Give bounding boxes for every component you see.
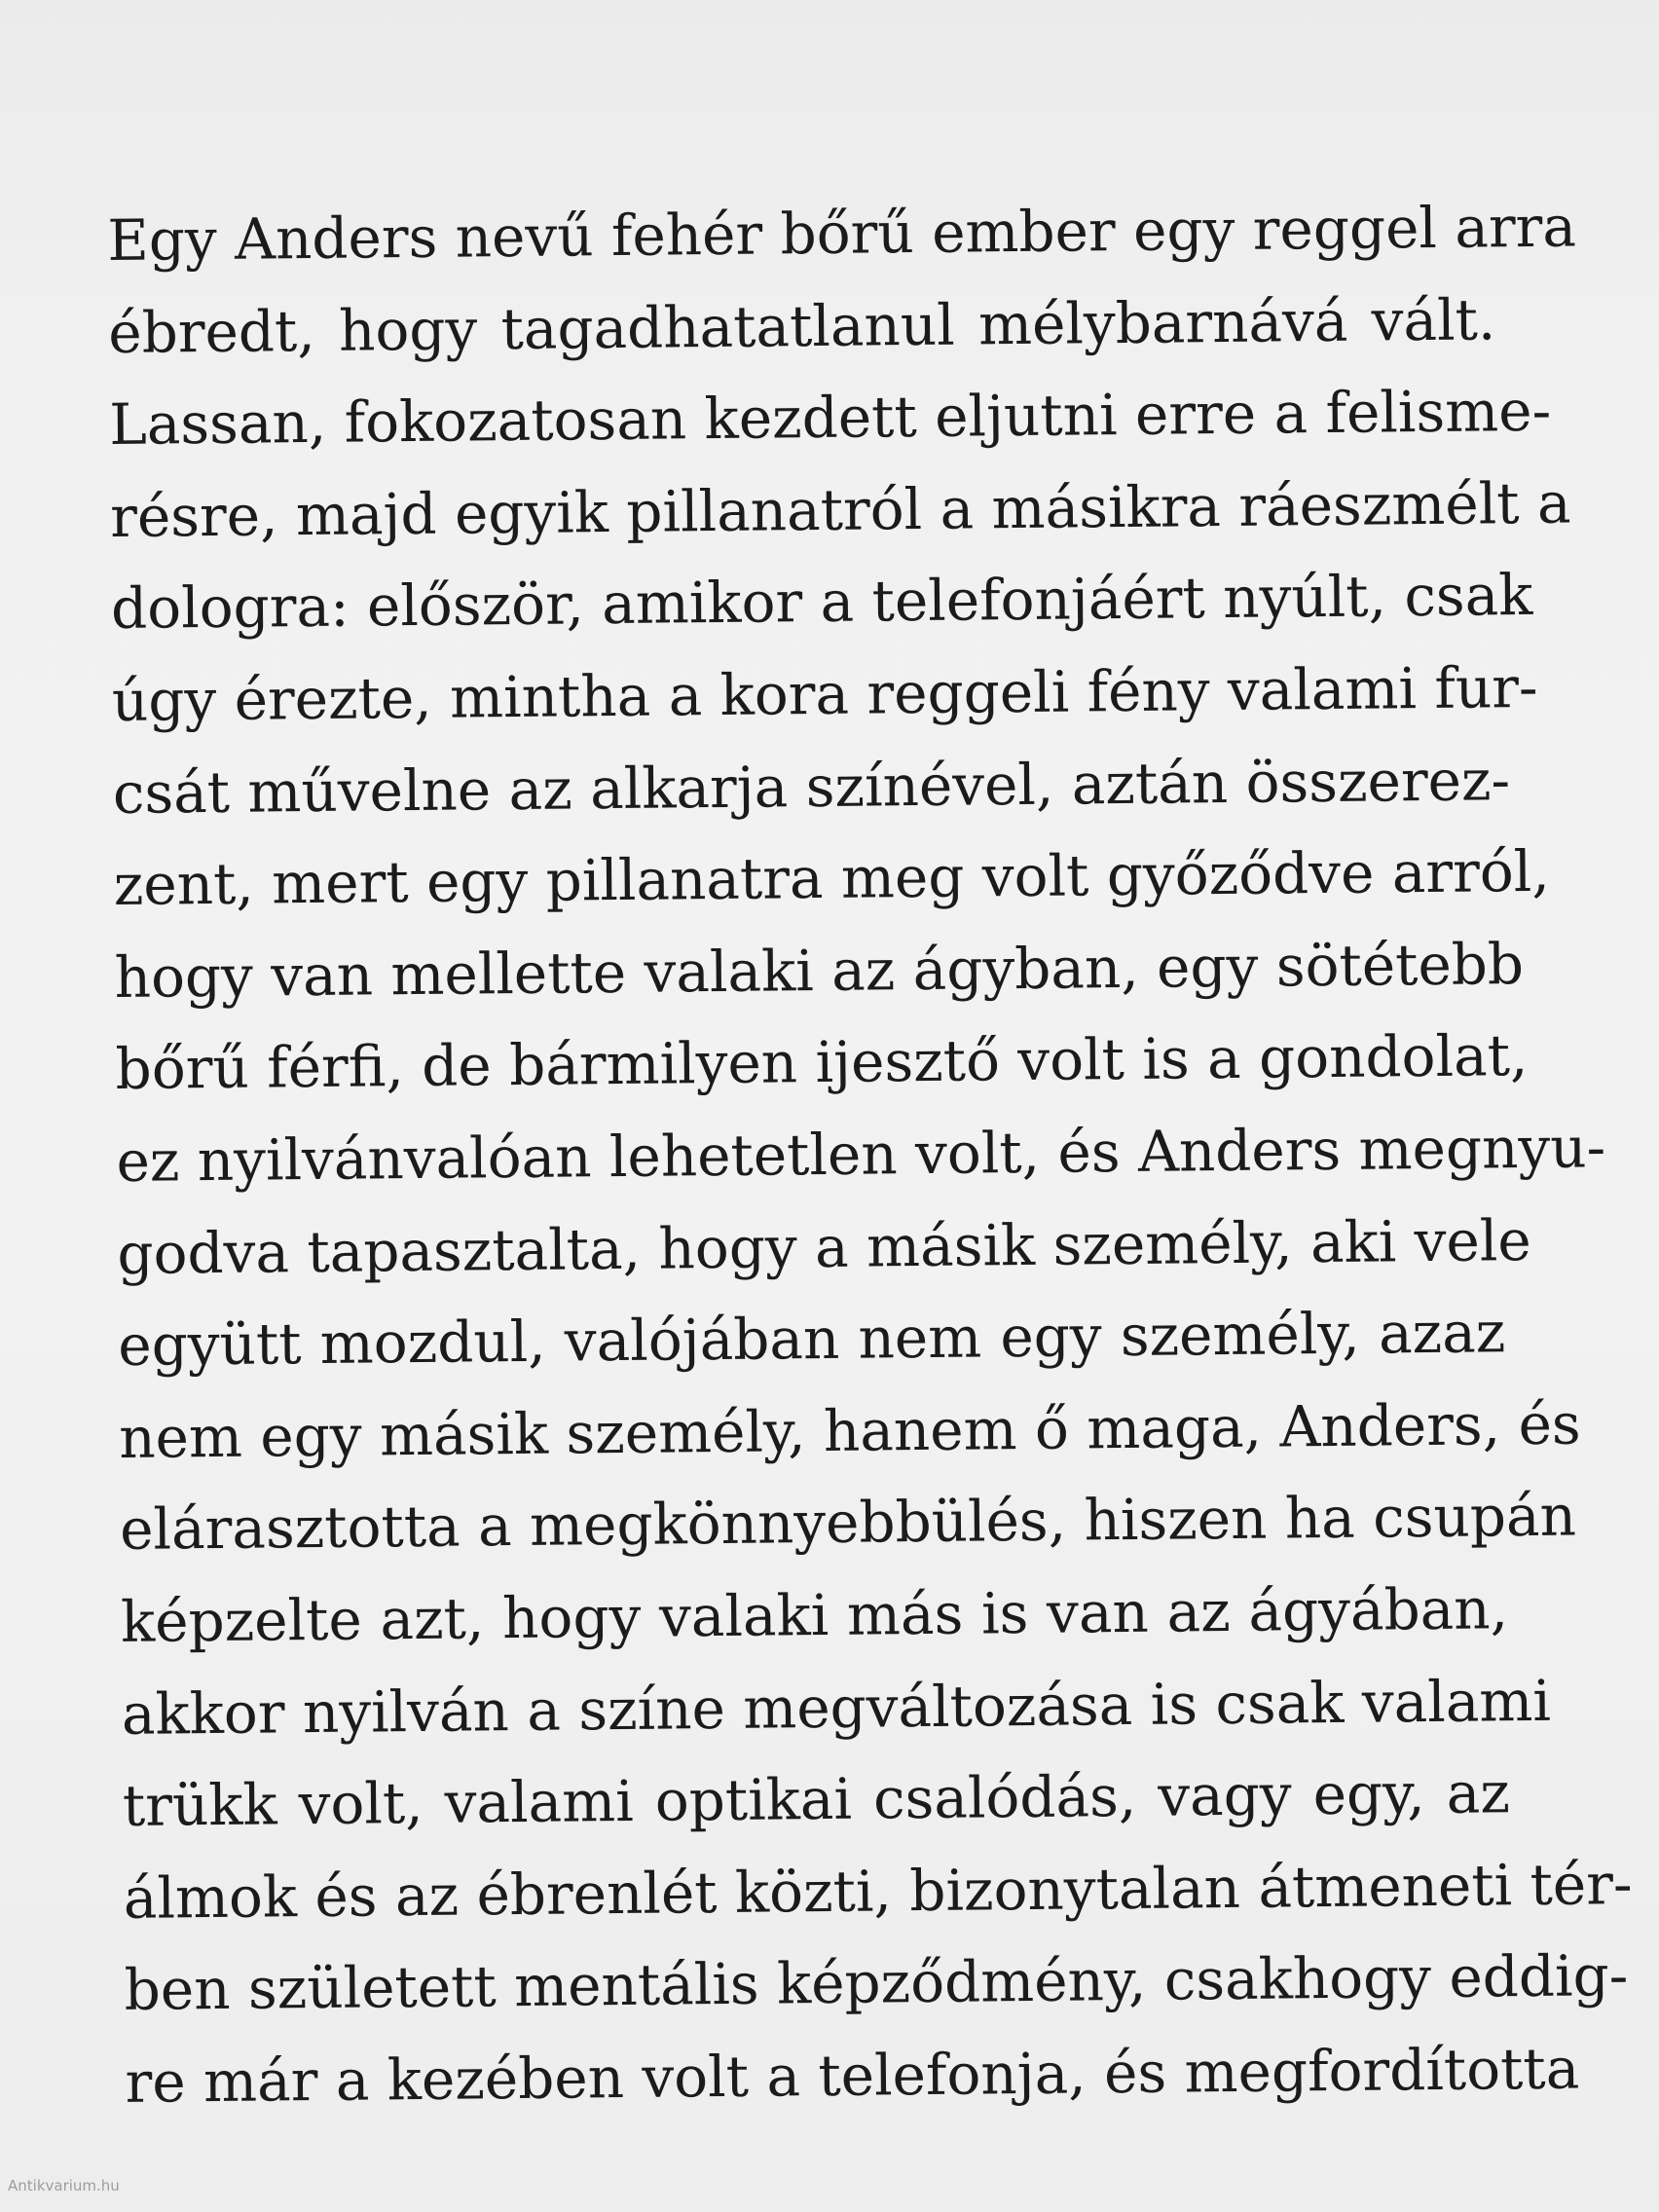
text-line: godva tapasztalta, hogy a másik személy, aki vele xyxy=(117,1206,1531,1287)
text-line: Egy Anders nevű fehér bőrű ember egy reggel arra xyxy=(107,193,1577,274)
text-line: elárasztotta a megkönnyebbülés, hiszen ha csupán xyxy=(119,1482,1577,1564)
text-line: csát művelne az alkarja színével, aztán összerez- xyxy=(112,746,1511,827)
text-line: dologra: először, amikor a telefonjáért nyúlt, csak xyxy=(110,562,1533,643)
text-line: zent, mert egy pillanatra meg volt győződve arról, xyxy=(113,837,1551,919)
text-line: álmok és az ébrenlét közti, bizonytalan átmeneti tér- xyxy=(123,1850,1633,1932)
text-line: akkor nyilván a színe megváltozása is csak valami xyxy=(121,1667,1552,1748)
show-through-text xyxy=(0,0,1659,175)
text-line: úgy érezte, mintha a kora reggeli fény valami fur- xyxy=(111,653,1538,734)
text-line: ben született mentális képződmény, csakhogy eddig- xyxy=(124,1942,1629,2024)
text-line: trükk volt, valami optikai csalódás, vagy egy, az xyxy=(122,1759,1511,1840)
watermark: Antikvarium.hu xyxy=(8,2177,120,2194)
text-line: képzelte azt, hogy valaki más is van az ágyában, xyxy=(120,1575,1509,1655)
text-line: Lassan, fokozatosan kezdett eljutni erre a felisme- xyxy=(108,377,1552,459)
text-line: ez nyilvánvalóan lehetetlen volt, és Anders megnyu- xyxy=(116,1114,1606,1195)
body-paragraph xyxy=(107,181,1633,2128)
text-line: együtt mozdul, valójában nem egy személy, azaz xyxy=(118,1299,1506,1380)
text-line: nem egy másik személy, hanem ő maga, Anders, és xyxy=(118,1390,1581,1471)
text-line: bőrű férfi, de bármilyen ijesztő volt is a gondolat, xyxy=(115,1022,1529,1103)
text-line: résre, majd egyik pillanatról a másikra ráeszmélt a xyxy=(109,469,1571,550)
text-line: hogy van mellette valaki az ágyban, egy sötétebb xyxy=(114,930,1525,1011)
text-line: re már a kezében volt a telefonja, és megfordította xyxy=(125,2035,1580,2116)
text-line: ébredt, hogy tagadhatatlanul mélybarnává vált. xyxy=(108,285,1496,366)
